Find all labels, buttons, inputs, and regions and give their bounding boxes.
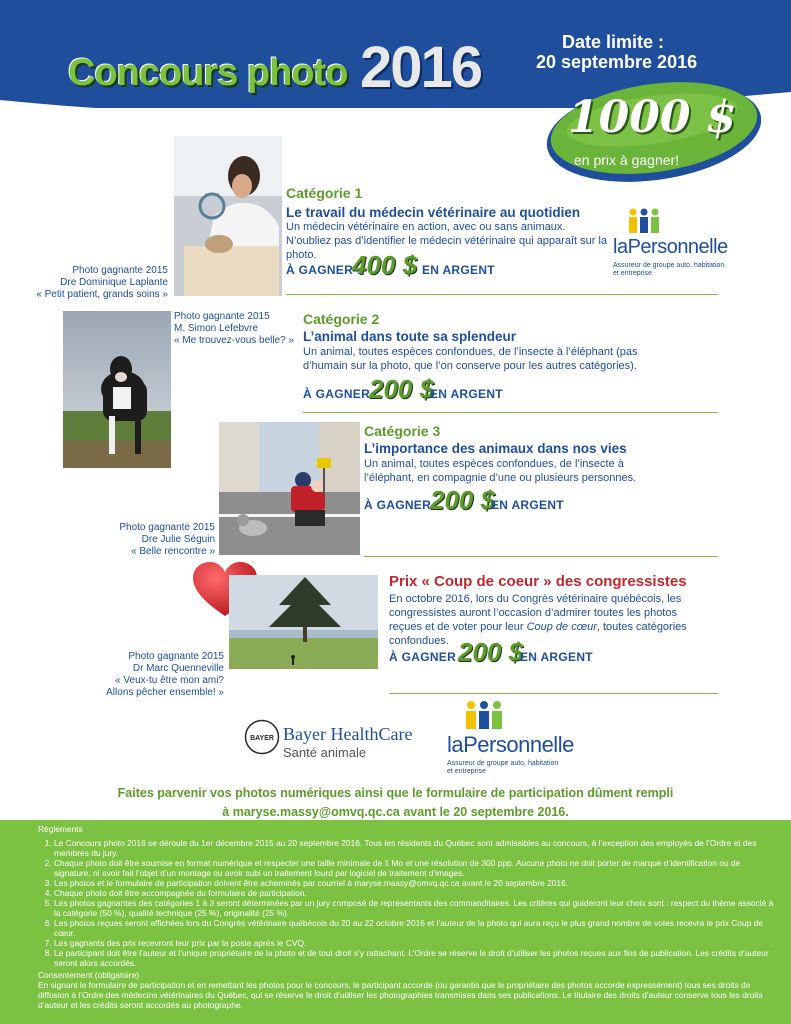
rule-item: 6. Les photos reçues seront affichées lors du Congrès vétérinaire québécois du 20 au 22 octobre 2016 et l’auteur de la photo qui aura reçu le plus grand nombre de votes recevra le prix Coup de cœur. [54, 918, 774, 938]
lapersonnelle-logo-icon-bottom [463, 700, 505, 730]
prix-win-label: À GAGNER : [389, 650, 464, 664]
photo-caption-prix: Photo gagnante 2015 Dr Marc Quenneville « Veux-tu être mon ami? Allons pêcher ensemble! » [106, 651, 224, 698]
prix-coup-de-coeur-description: En octobre 2016, lors du Congrès vétérinaire québécois, les congressistes auront l’occasion d’admirer toutes les photos reçues et de voter pour leur Coup de cœur, toutes catégories confondues. [389, 593, 687, 647]
photo-caption-2: Photo gagnante 2015 M. Simon Lefebvre « Me trouvez-vous belle? » [174, 311, 295, 346]
category-3-subtitle: L’importance des animaux dans nos vies [364, 441, 627, 456]
lapersonnelle-logo-tagline: Assureur de groupe auto, habitation et entreprise [613, 262, 725, 277]
category-1-win-suffix: EN ARGENT [422, 263, 495, 277]
divider-1 [286, 294, 718, 295]
category-1-title: Catégorie 1 [286, 185, 363, 201]
prize-amount: 1000 $ [568, 92, 737, 143]
photo-prix-coup-de-coeur [229, 575, 378, 669]
category-3-win-amount: 200 $ [430, 485, 496, 515]
bayer-logo-text: Bayer HealthCare [283, 724, 413, 744]
prix-coup-de-coeur-title: Prix « Coup de coeur » des congressistes [389, 573, 687, 590]
category-2-win-label: À GAGNER : [303, 387, 378, 401]
bayer-logo-subtitle: Santé animale [283, 745, 367, 760]
category-1-description: Un médecin vétérinaire en action, avec ou sans animaux. N’oubliez pas d’identifier le médecin vétérinaire qui apparaît sur la photo. [286, 221, 608, 261]
rules-content [38, 824, 774, 1010]
submission-email[interactable]: à maryse.massy@omvq.qc.ca avant le 20 septembre 2016. [222, 805, 569, 819]
divider-3 [364, 556, 718, 557]
lapersonnelle-logo-icon [626, 208, 662, 234]
prix-win-amount: 200 $ [458, 637, 524, 667]
photo-caption-3: Photo gagnante 2015 Dre Julie Séguin « Belle rencontre » [119, 522, 215, 557]
rule-item: 3. Les photos et le formulaire de participation doivent être acheminés par courriel à maryse.massy@omvq.qc.ca avant le 20 septembre 2016. [54, 878, 774, 888]
divider-2 [303, 412, 718, 413]
category-2-subtitle: L’animal dans toute sa splendeur [303, 329, 517, 344]
lapersonnelle-logo-text: laPersonnelle [613, 236, 728, 258]
category-2-title: Catégorie 2 [303, 311, 380, 327]
rule-item: 7. Les gagnants des prix recevront leur prix par la poste après le CVQ. [54, 938, 774, 948]
category-3-win-suffix: EN ARGENT [491, 498, 564, 512]
photo-category-2 [63, 311, 171, 468]
category-2-win-suffix: EN ARGENT [430, 387, 503, 401]
consent-heading: Consentement (obligatoire) [38, 970, 140, 980]
bayer-ring-text: BAYER [250, 735, 274, 742]
rules-heading: Règlements [38, 824, 83, 834]
category-3-title: Catégorie 3 [364, 423, 441, 439]
category-2-win-amount: 200 $ [369, 374, 435, 404]
bayer-cross-logo-icon [244, 719, 280, 755]
category-1-subtitle: Le travail du médecin vétérinaire au quotidien [286, 205, 581, 220]
rule-item: 2. Chaque photo doit être soumise en format numérique et respecter une taille minimale de 1 Mo et une résolution de 300 ppp. Aucune photo ne doit porter de marque d’identification ou de signature, ni avoir fait l’objet d’un montage ou avoir subi un traitement lourd par logiciel de traitement d’images. [54, 858, 774, 878]
prize-subtitle: en prix à gagner! [574, 152, 680, 168]
divider-4 [389, 693, 718, 694]
category-1-win-amount: 400 $ [352, 250, 418, 280]
category-3-win-label: À GAGNER : [364, 498, 439, 512]
deadline-label: Date limite : [562, 32, 665, 52]
photo-category-1 [174, 136, 282, 296]
submission-instructions: Faites parvenir vos photos numériques ainsi que le formulaire de participation dûment rempli [117, 786, 674, 800]
lapersonnelle-logo-tagline-bottom: Assureur de groupe auto, habitation et entreprise [447, 760, 559, 775]
rule-item: 4. Chaque photo doit être accompagnée du formulaire de participation. [54, 888, 774, 898]
category-1-win-label: À GAGNER : [286, 263, 361, 277]
consent-text: En signant le formulaire de participation et en remettant les photos pour le concours, le participant accorde (ou garantis que le propriétaire des photos accorde expressément) tous ses droits de diffusion à l’Ordre des médecins vétérinaires du Québec, qui se réserve le droit d’utiliser les photographies transmises dans ses publications. Le titulaire des droits d’auteur conserve tous les droits d’auteur et les crédits seront accordés au photographe. [38, 980, 763, 1010]
photo-caption-1: Photo gagnante 2015 Dre Dominique Laplante « Petit patient, grands soins » [36, 265, 168, 300]
rule-item: 1. Le Concours photo 2016 se déroule du 1er décembre 2015 au 20 septembre 2016. Tous les résidents du Québec sont admissibles au concours, à l’exception des employés de l’Ordre et des membres du jury. [54, 838, 774, 858]
rule-item: 5. Les photos gagnantes des catégories 1 à 3 seront déterminées par un jury composé de représentants des commanditaires. Les critères qui guideront leur choix sont : respect du thème associé à la catégorie (50 %), qualité technique (25 %), originalité (25 %). [54, 898, 774, 918]
prix-win-suffix: EN ARGENT [520, 650, 593, 664]
category-3-description: Un animal, toutes espèces confondues, de l’insecte à l’éléphant, en compagnie d’une ou plusieurs personnes. [364, 458, 637, 484]
rule-item: 8. Le participant doit être l’auteur et l’unique propriétaire de la photo et de tout droit s’y rattachant. L’Ordre se réserve le droit d’utiliser les photos reçues aux fins de publication. Les crédits d’auteur seront alors accordés. [54, 948, 774, 968]
page-title: Concours photo [68, 52, 348, 94]
photo-category-3 [219, 422, 360, 555]
lapersonnelle-logo-text-bottom: laPersonnelle [447, 732, 574, 757]
rules-list [38, 838, 774, 968]
page-title-year: 2016 [360, 35, 482, 100]
category-2-description: Un animal, toutes espèces confondues, de l’insecte à l’éléphant (pas d’humain sur la photo, que l’on conserve pour les autres catégories). [303, 346, 638, 372]
deadline-date: 20 septembre 2016 [536, 52, 698, 72]
